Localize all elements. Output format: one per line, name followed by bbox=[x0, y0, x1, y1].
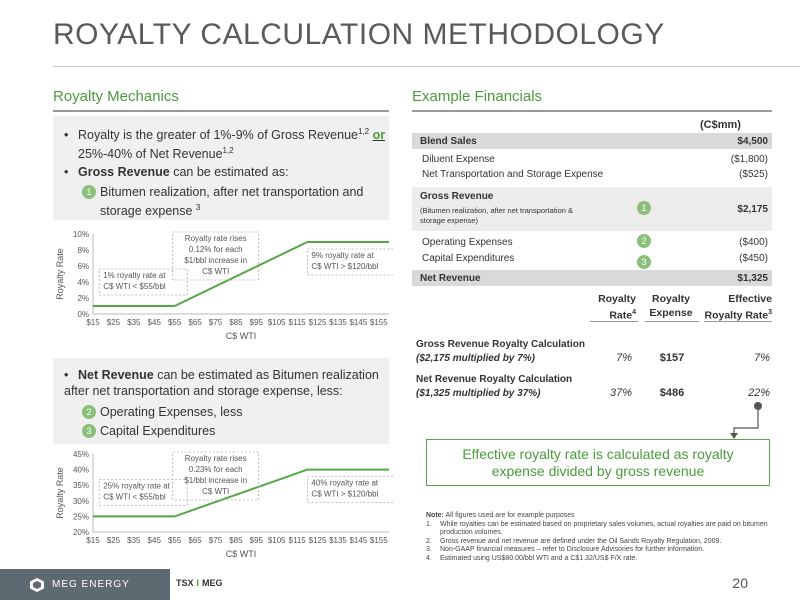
mid-rate-annotation: Royalty rate rises bbox=[184, 234, 247, 243]
x-tick-label: $95 bbox=[249, 536, 263, 545]
mid-rate-annotation: 0.23% for each bbox=[188, 465, 243, 474]
gross-royalty-expense: $157 bbox=[659, 352, 685, 364]
x-tick-label: $65 bbox=[188, 536, 202, 545]
operating-expenses-row: Operating Expenses ($400) bbox=[422, 237, 768, 248]
x-tick-label: $115 bbox=[288, 318, 306, 327]
blend-sales-row: Blend Sales $4,500 bbox=[412, 133, 772, 149]
page-title: ROYALTY CALCULATION METHODOLOGY bbox=[53, 18, 665, 51]
gross-effective-rate: 7% bbox=[754, 352, 770, 364]
x-tick-label: $35 bbox=[127, 536, 141, 545]
item-operating-expenses: Operating Expenses, less bbox=[100, 405, 243, 419]
item-number-3: 3 bbox=[82, 424, 96, 438]
x-tick-label: $135 bbox=[329, 318, 347, 327]
capital-expenditures-row: Capital Expenditures ($450) bbox=[422, 253, 768, 264]
mid-rate-annotation: Royalty rate rises bbox=[184, 454, 247, 463]
x-tick-label: $25 bbox=[106, 318, 121, 327]
y-tick-label: 25% bbox=[72, 512, 89, 522]
x-tick-label: $75 bbox=[208, 318, 223, 327]
gross-revenue-number-1: 1 bbox=[637, 201, 651, 215]
right-section-rule bbox=[412, 110, 772, 112]
net-royalty-rate: 37% bbox=[609, 387, 632, 399]
low-rate-annotation: 25% royalty rate at bbox=[103, 481, 170, 491]
gross-revenue-row: Gross Revenue (Bitumen realization, after net transportation & storage expense) $2,175 bbox=[412, 187, 772, 231]
x-tick-label: $135 bbox=[329, 536, 347, 545]
gross-royalty-rate-chart bbox=[53, 224, 393, 348]
y-axis-label: Royalty Rate bbox=[55, 467, 65, 519]
bullet-gross-revenue: • Gross Revenue can be estimated as: bbox=[64, 165, 289, 179]
x-tick-label: $125 bbox=[308, 536, 327, 545]
example-financials-heading: Example Financials bbox=[412, 88, 543, 105]
y-tick-label: 2% bbox=[77, 294, 89, 303]
royalty-mechanics-heading: Royalty Mechanics bbox=[53, 88, 179, 105]
high-rate-annotation: 9% royalty rate at bbox=[311, 251, 374, 260]
ticker-label: TSX I MEG bbox=[176, 578, 223, 588]
transport-expense-row: Net Transportation and Storage Expense ($525) bbox=[422, 169, 768, 180]
x-tick-label: $145 bbox=[349, 536, 368, 545]
page-number: 20 bbox=[732, 575, 748, 591]
diluent-expense-row: Diluent Expense ($1,800) bbox=[422, 154, 768, 165]
item-capital-expenditures: Capital Expenditures bbox=[100, 424, 216, 438]
y-tick-label: 4% bbox=[77, 278, 89, 287]
mid-rate-annotation: $1/bbl increase in bbox=[184, 476, 248, 485]
x-tick-label: $25 bbox=[106, 536, 121, 545]
x-tick-label: $85 bbox=[229, 536, 243, 545]
item-number-1: 1 bbox=[82, 185, 96, 199]
footnotes: Note: All figures used are for example purposes 1. While royalties can be estimated based on proprietary sales volumes, actual royalties are paid on bitumen production volumes. 2. Gross revenue and net revenue are defined under the Oil Sands Royalty Regulation, 2009. 3. Non-GAAP financial measures – refer to Disclosure Advisories for further information. 4. Estimated using US$80.00/bbl WTI and a C$1.32/US$ F/X rate. bbox=[426, 512, 768, 562]
y-axis-label: Royalty Rate bbox=[55, 248, 65, 300]
x-tick-label: $75 bbox=[208, 536, 223, 545]
y-tick-label: 6% bbox=[77, 262, 89, 271]
col2-underline bbox=[645, 321, 699, 322]
gross-royalty-rate: 7% bbox=[616, 352, 632, 364]
x-tick-label: $45 bbox=[147, 536, 161, 545]
mid-rate-annotation: 0.12% for each bbox=[188, 245, 243, 254]
col3-underline bbox=[704, 321, 772, 322]
y-tick-label: 35% bbox=[72, 481, 89, 491]
x-tick-label: $105 bbox=[267, 536, 286, 545]
col-royalty-expense: Royalty Expense bbox=[649, 293, 693, 319]
y-tick-label: 40% bbox=[72, 465, 89, 475]
title-divider bbox=[53, 66, 800, 67]
mid-rate-annotation: C$ WTI bbox=[202, 267, 230, 276]
x-axis-label: C$ WTI bbox=[225, 331, 257, 341]
x-tick-label: $155 bbox=[369, 536, 388, 545]
bullet-royalty-definition: • Royalty is the greater of 1%-9% of Gross Revenue$^{1,2}$ or 25%-40% of Net Revenue$^{1,2}$ bbox=[64, 127, 386, 162]
x-tick-label: $55 bbox=[167, 536, 182, 545]
low-rate-annotation: C$ WTI < $55/bbl bbox=[103, 282, 166, 291]
net-royalty-rate-chart bbox=[53, 446, 393, 564]
y-tick-label: 45% bbox=[72, 450, 89, 459]
item-number-2: 2 bbox=[82, 405, 96, 419]
net-effective-rate: 22% bbox=[747, 387, 770, 399]
x-axis-label: C$ WTI bbox=[225, 549, 257, 559]
x-tick-label: $145 bbox=[349, 318, 368, 327]
capex-number-3: 3 bbox=[637, 255, 651, 269]
item-bitumen-realization: Bitumen realization, after net transportation and storage expense $^3$ bbox=[100, 185, 364, 219]
mid-rate-annotation: C$ WTI bbox=[202, 487, 230, 496]
opex-number-2: 2 bbox=[637, 234, 651, 248]
x-tick-label: $15 bbox=[86, 318, 100, 327]
x-tick-label: $115 bbox=[288, 536, 306, 545]
col-effective-royalty-rate: Effective Royalty Rate$^3$ bbox=[704, 293, 772, 322]
low-rate-annotation: 1% royalty rate at bbox=[103, 271, 166, 280]
x-tick-label: $105 bbox=[267, 318, 286, 327]
low-rate-annotation: C$ WTI < $55/bbl bbox=[103, 492, 166, 502]
high-rate-annotation: C$ WTI > $120/bbl bbox=[311, 262, 379, 271]
x-tick-label: $125 bbox=[308, 318, 327, 327]
high-rate-annotation: C$ WTI > $120/bbl bbox=[311, 489, 379, 499]
x-tick-label: $85 bbox=[229, 318, 243, 327]
callout-connector-arrow bbox=[720, 400, 770, 440]
y-tick-label: 10% bbox=[72, 230, 89, 239]
y-tick-label: 0% bbox=[77, 310, 89, 319]
bullet-net-revenue: • Net Revenue can be estimated as Bitumen realization after net transportation and storage expense, less: bbox=[64, 368, 379, 398]
effective-royalty-callout: Effective royalty rate is calculated as royalty expense divided by gross revenue bbox=[426, 439, 770, 486]
y-tick-label: 20% bbox=[72, 528, 89, 537]
x-tick-label: $35 bbox=[127, 318, 141, 327]
high-rate-annotation: 40% royalty rate at bbox=[311, 478, 379, 488]
y-tick-label: 8% bbox=[77, 246, 89, 255]
meg-logo-icon bbox=[30, 578, 44, 592]
x-tick-label: $155 bbox=[369, 318, 388, 327]
x-tick-label: $55 bbox=[167, 318, 182, 327]
x-tick-label: $45 bbox=[147, 318, 161, 327]
col-royalty-rate: Royalty Rate$^4$ bbox=[598, 293, 636, 322]
col1-underline bbox=[590, 321, 638, 322]
mid-rate-annotation: $1/bbl increase in bbox=[184, 256, 248, 265]
left-section-rule bbox=[53, 110, 389, 112]
gross-royalty-calc-label: Gross Revenue Royalty Calculation ($2,175 multiplied by 7%) bbox=[416, 339, 585, 364]
y-tick-label: 30% bbox=[72, 496, 89, 506]
meg-energy-logo: MEG ENERGY bbox=[0, 569, 170, 600]
net-revenue-row: Net Revenue $1,325 bbox=[412, 270, 772, 286]
x-tick-label: $95 bbox=[249, 318, 263, 327]
footer bbox=[0, 569, 800, 600]
x-tick-label: $65 bbox=[188, 318, 202, 327]
unit-label: (C$mm) bbox=[700, 119, 741, 131]
x-tick-label: $15 bbox=[86, 536, 100, 545]
net-royalty-expense: $486 bbox=[659, 387, 685, 399]
net-royalty-calc-label: Net Revenue Royalty Calculation ($1,325 multiplied by 37%) bbox=[416, 374, 573, 399]
